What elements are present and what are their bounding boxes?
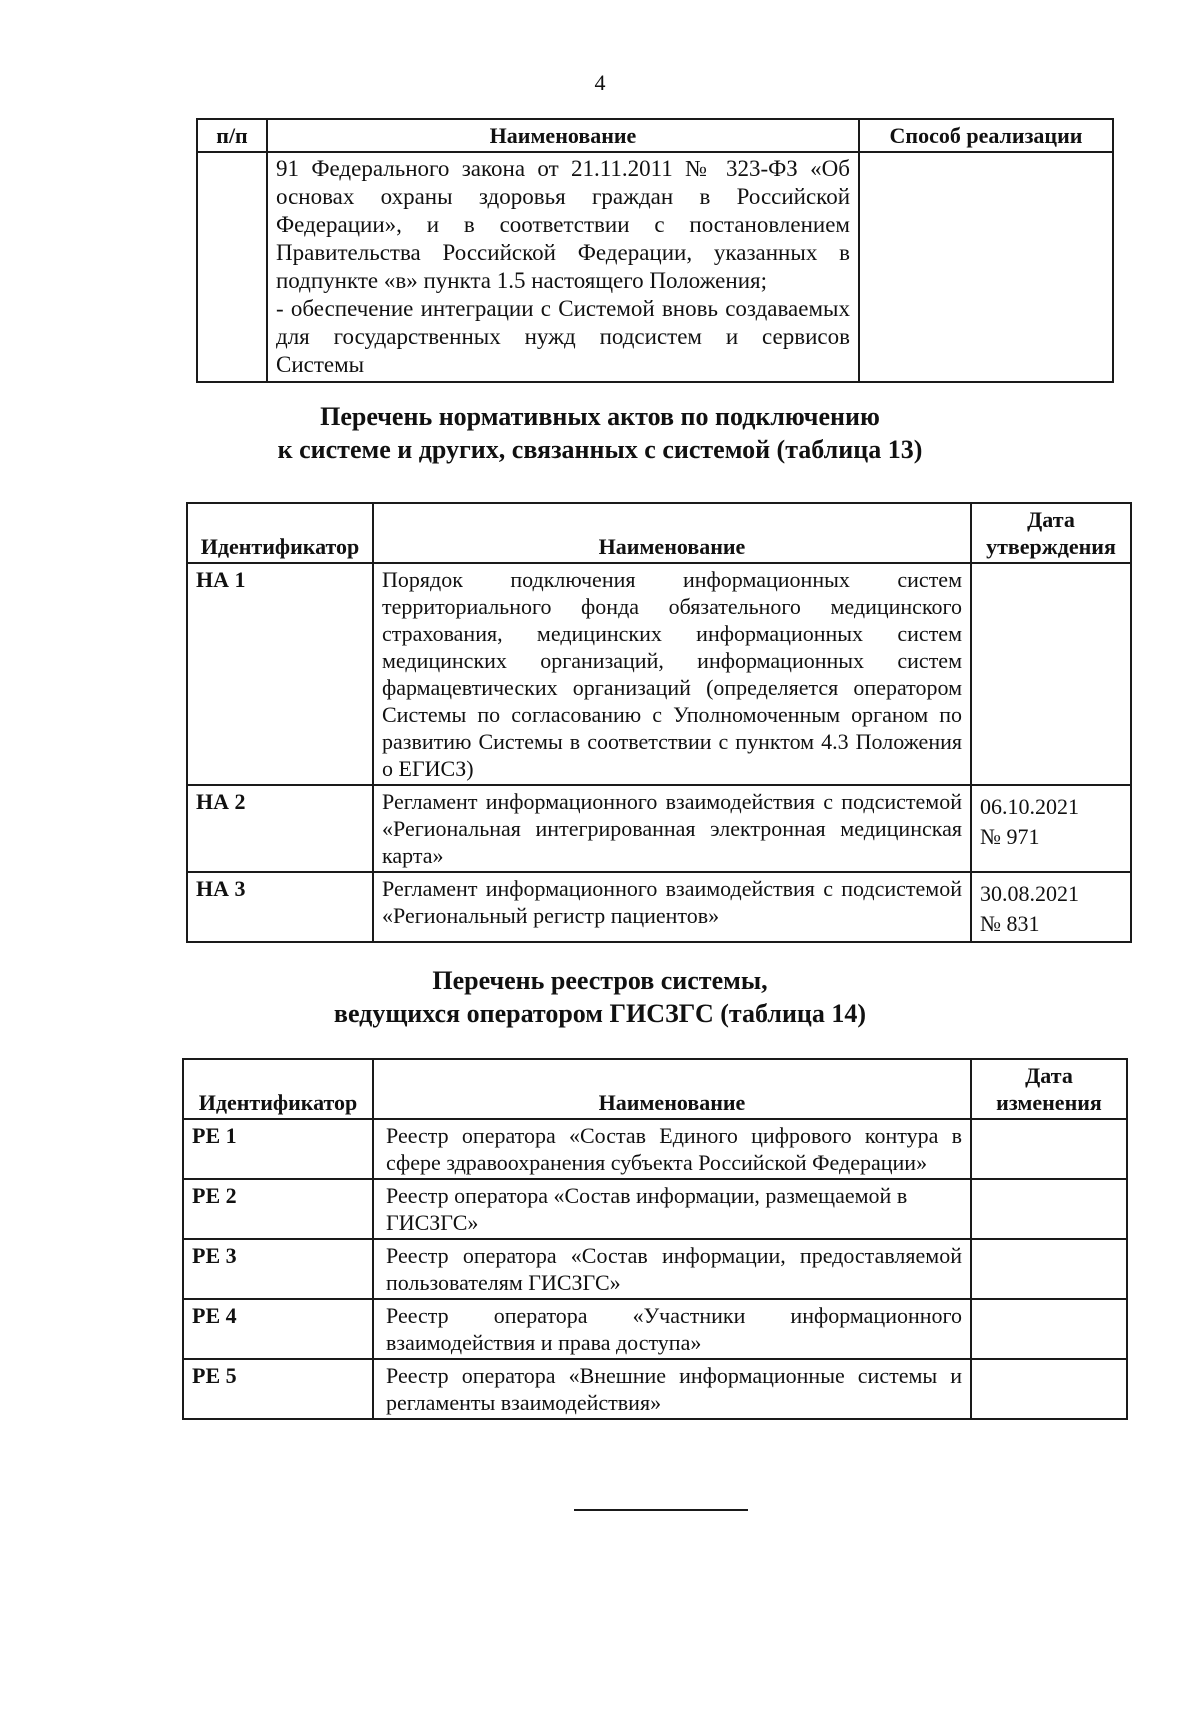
table13-row1-id: НА 1: [187, 563, 373, 785]
page-number: 4: [594, 70, 606, 95]
table13-header-name: Наименование: [373, 503, 971, 563]
continued-table: [196, 118, 1114, 383]
table14-header-id: Идентификатор: [183, 1059, 373, 1119]
table14-row2-date: [971, 1179, 1127, 1239]
table-row: [187, 563, 1131, 785]
table14: [182, 1058, 1128, 1420]
table13-header-row: [187, 503, 1131, 563]
table13-row2-name: Регламент информационного взаимодействия с подсистемой «Региональная интегрированная электронная медицинская карта»: [373, 785, 971, 872]
table14-row2-name: Реестр оператора «Состав информации, размещаемой в ГИСЗГС»: [373, 1179, 971, 1239]
row-name-part2: - обеспечение интеграции с Системой вновь создаваемых для государственных нужд подсистем и сервисов Системы: [276, 296, 850, 377]
table13-header-date-line1: Дата: [1027, 507, 1075, 532]
table14-title-line2: ведущихся оператором ГИСЗГС (таблица 14): [333, 999, 867, 1028]
table13-row1-date: [971, 563, 1131, 785]
row-method: [859, 152, 1113, 382]
header-name: Наименование: [267, 119, 859, 152]
table13-row3-name: Регламент информационного взаимодействия с подсистемой «Региональный регистр пациентов»: [373, 872, 971, 942]
table13-row1-name: Порядок подключения информационных систем территориального фонда обязательного медицинского страхования, медицинских информационных систем медицинских организаций, информационных систем фармацевтических организаций (определяется оператором Системы по согласованию с Уполномоченным органом по развитию Системы в соответствии с пунктом 4.3 Положения о ЕГИСЗ): [373, 563, 971, 785]
header-num: п/п: [197, 119, 267, 152]
table14-row5-name: Реестр оператора «Внешние информационные системы и регламенты взаимодействия»: [373, 1359, 971, 1419]
table14-title: [0, 964, 1200, 1030]
table-row: [187, 872, 1131, 942]
table13-header-date-line2: утверждения: [986, 534, 1116, 559]
table14-header-name: Наименование: [373, 1059, 971, 1119]
table13: [186, 502, 1132, 943]
table-header-row: [197, 119, 1113, 152]
table-row: [197, 152, 1113, 382]
table13-row2-date-value: 06.10.2021: [980, 794, 1079, 819]
table13-row3-id: НА 3: [187, 872, 373, 942]
table14-row4-date: [971, 1299, 1127, 1359]
table14-header-date: [971, 1059, 1127, 1119]
table13-row2-date: [971, 785, 1131, 872]
table-row: [183, 1119, 1127, 1179]
table13-title-line1: Перечень нормативных актов по подключению: [320, 402, 880, 431]
table14-row4-id: РЕ 4: [183, 1299, 373, 1359]
table13-row3-date-value: 30.08.2021: [980, 881, 1079, 906]
table13-title-line2: к системе и других, связанных с системой (таблица 13): [277, 435, 923, 464]
table-row: [183, 1359, 1127, 1419]
row-name-part1: 91 Федерального закона от 21.11.2011 № 323-ФЗ «Об основах охраны здоровья граждан в Российской Федерации», и в соответствии с постановлением Правительства Российской Федерации, указанных в подпункте «в» пункта 1.5 настоящего Положения;: [276, 156, 850, 293]
table13-row3-number: № 831: [980, 911, 1040, 936]
table14-row4-name: Реестр оператора «Участники информационного взаимодействия и права доступа»: [373, 1299, 971, 1359]
table14-row3-id: РЕ 3: [183, 1239, 373, 1299]
table14-row5-date: [971, 1359, 1127, 1419]
table14-header-row: [183, 1059, 1127, 1119]
table-row: [183, 1239, 1127, 1299]
end-divider-line: [574, 1509, 748, 1511]
table14-row1-date: [971, 1119, 1127, 1179]
row-num: [197, 152, 267, 382]
table14-row1-id: РЕ 1: [183, 1119, 373, 1179]
row-name: [267, 152, 859, 382]
table-row: [183, 1179, 1127, 1239]
table14-title-line1: Перечень реестров системы,: [432, 966, 768, 995]
table-row: [187, 785, 1131, 872]
table14-row3-date: [971, 1239, 1127, 1299]
table14-row1-name: Реестр оператора «Состав Единого цифрового контура в сфере здравоохранения субъекта Российской Федерации»: [373, 1119, 971, 1179]
header-method: Способ реализации: [859, 119, 1113, 152]
table14-row2-id: РЕ 2: [183, 1179, 373, 1239]
table13-header-date: [971, 503, 1131, 563]
table14-header-date-line1: Дата: [1025, 1063, 1073, 1088]
table13-header-id: Идентификатор: [187, 503, 373, 563]
table14-row5-id: РЕ 5: [183, 1359, 373, 1419]
table13-row2-id: НА 2: [187, 785, 373, 872]
table13-title: [0, 400, 1200, 466]
table13-row2-number: № 971: [980, 824, 1040, 849]
table14-row3-name: Реестр оператора «Состав информации, предоставляемой пользователям ГИСЗГС»: [373, 1239, 971, 1299]
table13-row3-date: [971, 872, 1131, 942]
table-row: [183, 1299, 1127, 1359]
table14-header-date-line2: изменения: [996, 1090, 1102, 1115]
